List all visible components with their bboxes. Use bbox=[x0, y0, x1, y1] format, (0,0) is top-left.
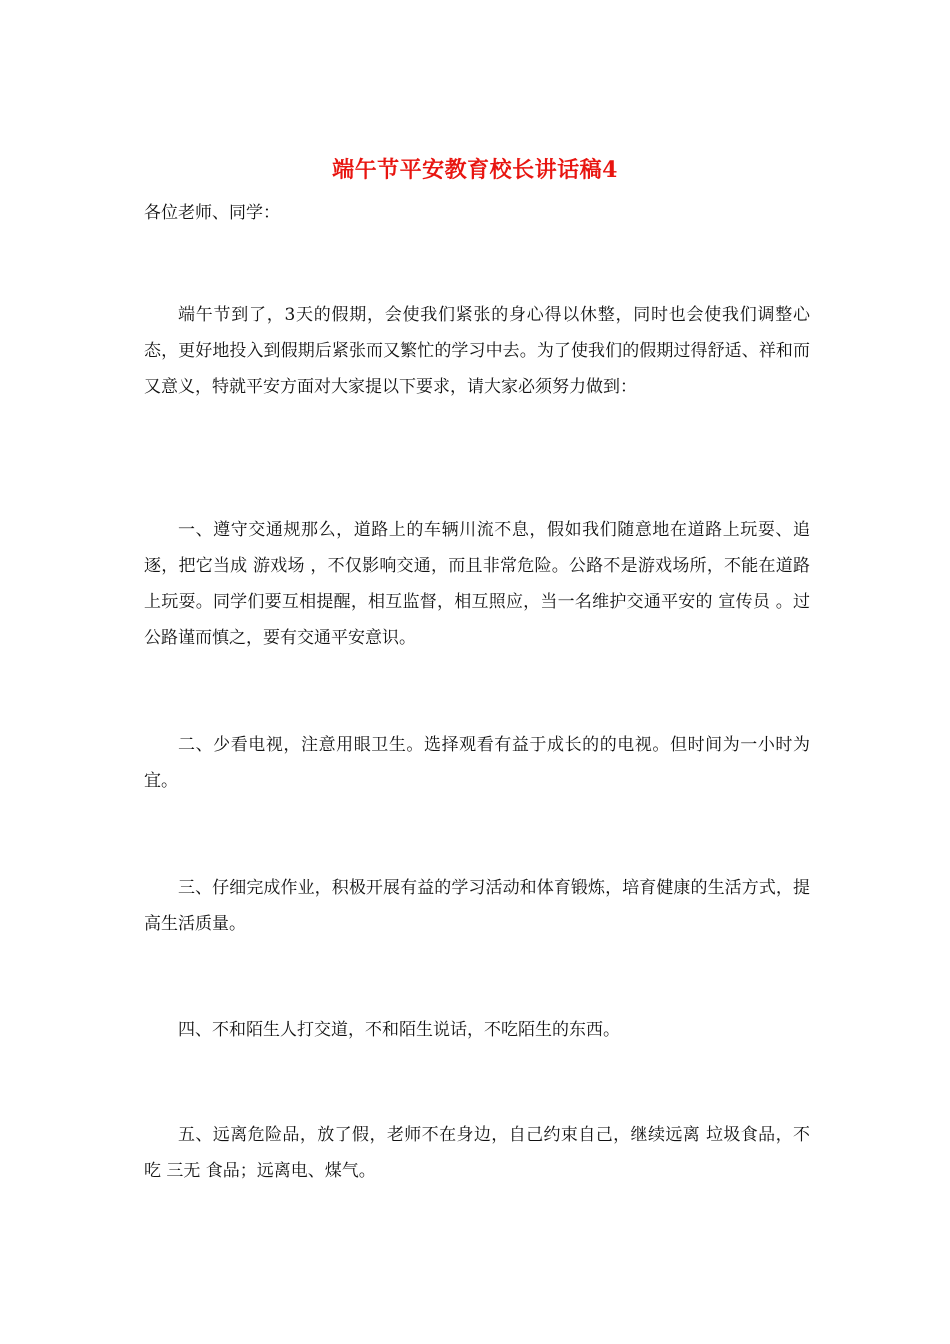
paragraph-item-4: 四、不和陌生人打交道，不和陌生说话，不吃陌生的东西。 bbox=[178, 1020, 620, 1040]
paragraph-item-3: 三、仔细完成作业，积极开展有益的学习活动和体育锻炼，培育健康的生活方式，提高生活质量。 bbox=[144, 878, 810, 934]
paragraph-item-5: 五、远离危险品，放了假，老师不在身边，自己约束自己，继续远离 垃圾食品，不吃 三无 食品；远离电、煤气。 bbox=[144, 1125, 810, 1181]
paragraph-item-1: 一、遵守交通规那么，道路上的车辆川流不息，假如我们随意地在道路上玩耍、追逐，把它当成 游戏场 ，不仅影响交通，而且非常危险。公路不是游戏场所，不能在道路上玩耍。同学们要互相提醒，相互监督，相互照应，当一名维护交通平安的 宣传员 。过公路谨而慎之，要有交通平安意识。 bbox=[144, 520, 810, 648]
paragraph-item-2: 二、少看电视，注意用眼卫生。选择观看有益于成长的的电视。但时间为一小时为宜。 bbox=[144, 735, 810, 791]
paragraph-intro: 端午节到了，3天的假期，会使我们紧张的身心得以休整，同时也会使我们调整心态，更好地投入到假期后紧张而又繁忙的学习中去。为了使我们的假期过得舒适、祥和而又意义，特就平安方面对大家提以下要求，请大家必须努力做到： bbox=[144, 305, 810, 397]
greeting-line: 各位老师、同学： bbox=[144, 203, 280, 223]
document-title: 端午节平安教育校长讲话稿4 bbox=[332, 157, 618, 183]
